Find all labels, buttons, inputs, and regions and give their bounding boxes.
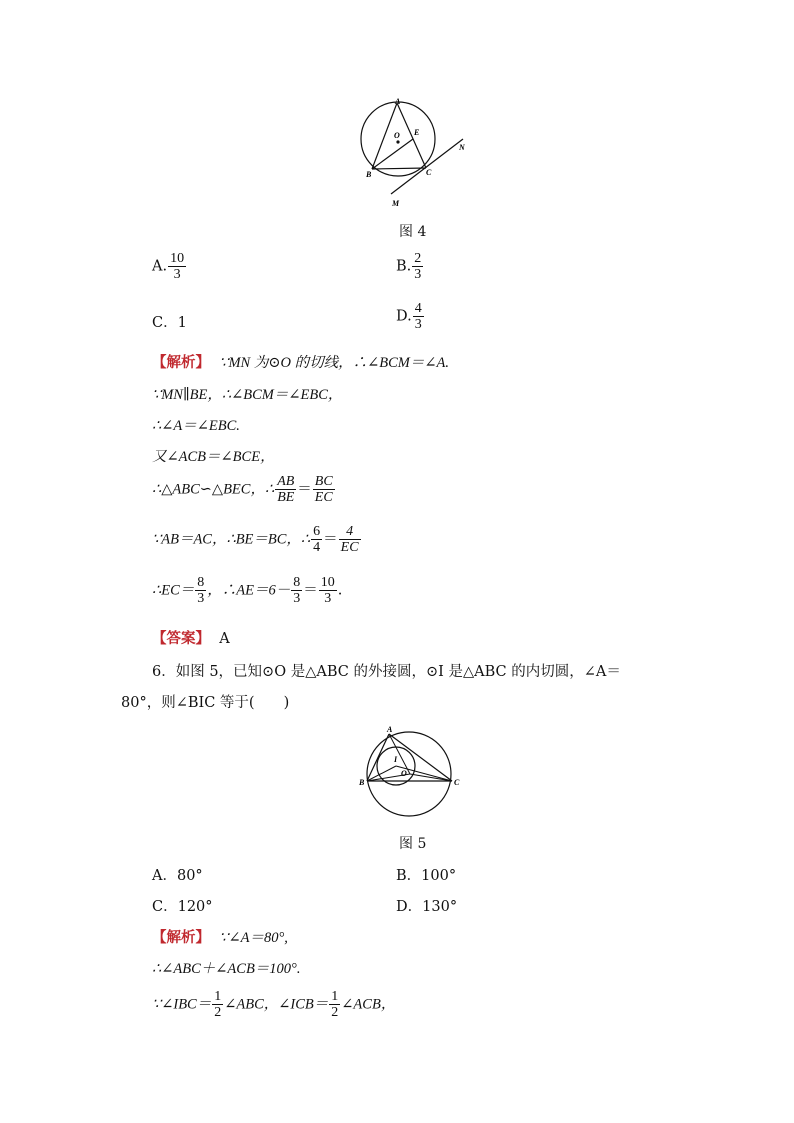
analysis-tag: 【解析】 xyxy=(152,354,210,371)
q5-analysis-line5: ∴△ABC∽△BEC，∴ $\frac{AB}{BE}$ ＝ $\frac{BC}{EC}$ xyxy=(152,474,333,505)
figure-5-diagram xyxy=(354,722,466,818)
q6-analysis-line2: ∴∠ABC＋∠ACB＝100°. xyxy=(152,961,301,977)
q5-analysis-line7: ∴EC＝ $\frac{8}{3}$ ，∴AE＝6－ $\frac{8}{3}$ ＝ $\frac{10}{3}$ . xyxy=(152,575,343,606)
fig4-label-A: A xyxy=(395,97,401,106)
figure-5-caption: 图 5 xyxy=(399,836,427,852)
figure-4-caption: 图 4 xyxy=(399,224,427,240)
fig4-label-O: O xyxy=(394,131,400,140)
option-d: D. $\frac{4}{3}$ xyxy=(396,301,422,332)
fig4-label-M: M xyxy=(392,199,400,208)
q5-analysis-line6: ∵AB＝AC，∴BE＝BC，∴ $\frac{6}{4}$ ＝ $\frac{4}{EC}$ xyxy=(152,524,359,555)
q5-analysis-line3: ∴∠A＝∠EBC. xyxy=(152,418,240,434)
fig5-label-A: A xyxy=(387,725,393,734)
fig4-label-E: E xyxy=(414,128,420,137)
q5-answer xyxy=(152,627,230,648)
q6-option-d: D．130° xyxy=(396,899,458,915)
fig5-label-C: C xyxy=(454,778,460,787)
option-a: A. $\frac{10}{3}$ xyxy=(152,251,185,282)
q6-option-c: C．120° xyxy=(152,899,213,915)
q6-analysis-line3: ∵∠IBC＝ $\frac{1}{2}$ ∠ABC，∠ICB＝ $\frac{1}{2}$ ∠ACB， xyxy=(152,989,396,1020)
q5-analysis-line2: ∵MN∥BE，∴∠BCM＝∠EBC， xyxy=(152,387,343,403)
answer-tag: 【答案】 xyxy=(152,630,210,647)
fig4-label-C: C xyxy=(426,168,432,177)
q6-option-b: B．100° xyxy=(396,868,457,884)
q6-stem-line1: 6．如图 5，已知⊙O 是△ABC 的外接圆，⊙I 是△ABC 的内切圆，∠A＝ xyxy=(152,664,621,680)
q5-analysis-line4: 又∠ACB＝∠BCE， xyxy=(152,449,275,465)
figure-4-diagram xyxy=(355,95,475,210)
option-b: B. $\frac{2}{3}$ xyxy=(396,251,422,282)
analysis-tag: 【解析】 xyxy=(152,929,210,946)
q6-stem-line2: 80°，则∠BIC 等于( ) xyxy=(121,695,290,711)
option-c: C．1 xyxy=(152,315,187,331)
fig4-label-B: B xyxy=(366,170,372,179)
q5-analysis-line1: 【解析】 ∵MN 为⊙O 的切线，∴∠BCM＝∠A. xyxy=(152,354,449,371)
q6-analysis-line1: 【解析】 ∵∠A＝80°, xyxy=(152,929,288,946)
q6-option-a: A．80° xyxy=(152,868,203,884)
fig5-label-B: B xyxy=(359,778,365,787)
fig5-label-O: O xyxy=(401,769,407,778)
fig4-label-N: N xyxy=(459,143,465,152)
fig5-label-I: I xyxy=(394,755,398,764)
answer-value: A xyxy=(219,631,230,647)
